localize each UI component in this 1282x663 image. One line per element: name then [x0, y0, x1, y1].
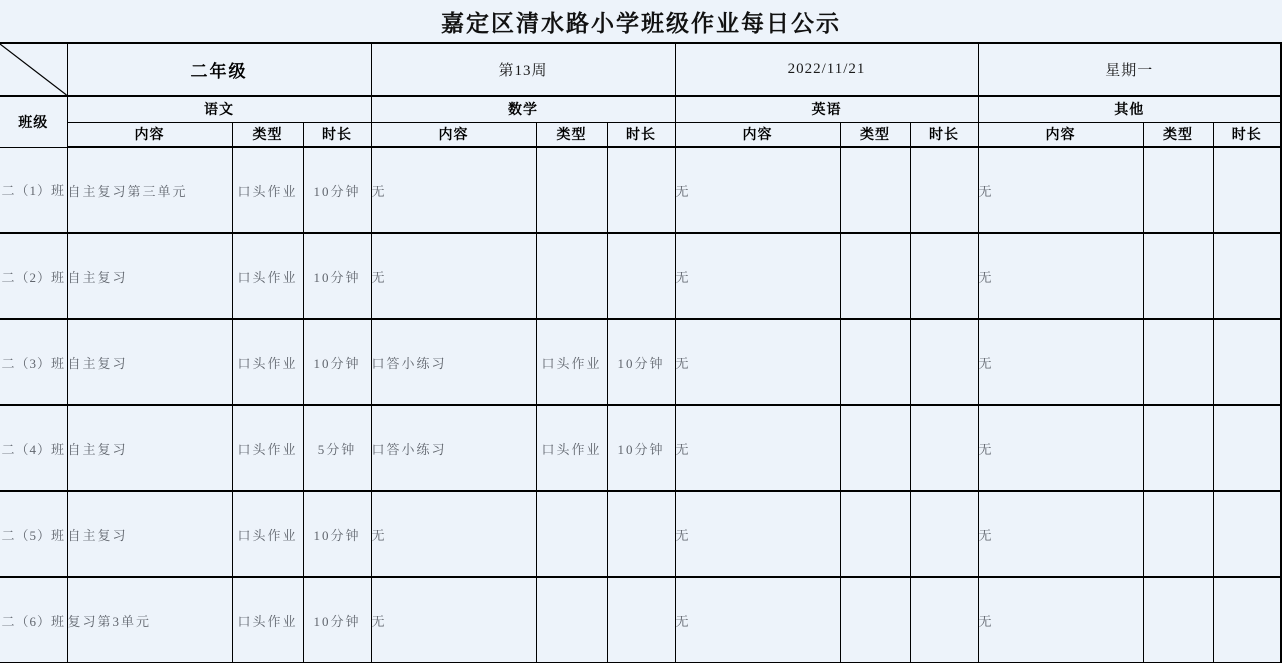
subcol-header-duration: 时长 — [607, 122, 675, 147]
table-row-class-2 — [0, 233, 1281, 319]
cell-duration: 10分钟 — [303, 233, 371, 319]
cell-content: 自主复习 — [67, 233, 232, 319]
cell-content: 无 — [675, 319, 840, 405]
cell-content: 自主复习 — [67, 319, 232, 405]
diagonal-divider — [0, 44, 67, 95]
cell-content: 无 — [371, 577, 536, 663]
cell-content: 复习第3单元 — [67, 577, 232, 663]
subcol-header-type: 类型 — [840, 122, 910, 147]
cell-content: 无 — [675, 491, 840, 577]
diagonal-header-cell — [0, 43, 67, 96]
cell-type — [1143, 491, 1213, 577]
subcol-header-type: 类型 — [1143, 122, 1213, 147]
subject-header-math: 数学 — [371, 96, 675, 122]
cell-content: 无 — [675, 577, 840, 663]
cell-duration — [1213, 405, 1281, 491]
cell-duration — [607, 233, 675, 319]
cell-type — [536, 147, 607, 233]
cell-duration — [910, 319, 978, 405]
subcol-header-content: 内容 — [67, 122, 232, 147]
cell-content: 无 — [675, 147, 840, 233]
homework-table — [0, 42, 1282, 663]
class-column-header: 班级 — [0, 96, 67, 147]
subcol-header-content: 内容 — [978, 122, 1143, 147]
table-row-class-1 — [0, 147, 1281, 233]
cell-type: 口头作业 — [232, 233, 303, 319]
subcol-header-type: 类型 — [536, 122, 607, 147]
cell-duration: 10分钟 — [303, 147, 371, 233]
cell-content: 无 — [978, 319, 1143, 405]
cell-type: 口头作业 — [536, 319, 607, 405]
cell-duration — [1213, 491, 1281, 577]
cell-duration: 10分钟 — [607, 319, 675, 405]
cell-duration — [910, 577, 978, 663]
cell-class-name: 二（5）班 — [0, 491, 67, 577]
cell-type — [1143, 147, 1213, 233]
cell-type: 口头作业 — [232, 147, 303, 233]
cell-type: 口头作业 — [232, 319, 303, 405]
cell-type — [1143, 233, 1213, 319]
cell-content: 自主复习 — [67, 491, 232, 577]
cell-content: 无 — [978, 233, 1143, 319]
cell-duration — [1213, 319, 1281, 405]
cell-type — [1143, 405, 1213, 491]
week-header: 第13周 — [371, 43, 675, 96]
subcol-header-content: 内容 — [675, 122, 840, 147]
cell-type: 口头作业 — [536, 405, 607, 491]
subcol-header-duration: 时长 — [1213, 122, 1281, 147]
table-row-class-4 — [0, 405, 1281, 491]
cell-type — [840, 233, 910, 319]
cell-type — [840, 577, 910, 663]
cell-duration — [607, 491, 675, 577]
cell-content: 无 — [978, 577, 1143, 663]
cell-class-name: 二（2）班 — [0, 233, 67, 319]
cell-type: 口头作业 — [232, 491, 303, 577]
cell-duration — [607, 147, 675, 233]
subject-header-chinese: 语文 — [67, 96, 371, 122]
cell-duration — [910, 233, 978, 319]
grade-header: 二年级 — [67, 43, 371, 96]
header-row-top — [0, 43, 1281, 96]
cell-type — [536, 233, 607, 319]
cell-content: 口答小练习 — [371, 319, 536, 405]
cell-duration — [1213, 233, 1281, 319]
cell-duration — [910, 405, 978, 491]
cell-class-name: 二（6）班 — [0, 577, 67, 663]
table-row-class-5 — [0, 491, 1281, 577]
cell-class-name: 二（4）班 — [0, 405, 67, 491]
cell-type — [1143, 319, 1213, 405]
cell-type — [1143, 577, 1213, 663]
cell-content: 口答小练习 — [371, 405, 536, 491]
cell-type — [536, 577, 607, 663]
cell-duration — [607, 577, 675, 663]
cell-duration: 5分钟 — [303, 405, 371, 491]
cell-type — [840, 405, 910, 491]
cell-class-name: 二（3）班 — [0, 319, 67, 405]
cell-duration: 10分钟 — [607, 405, 675, 491]
page-title: 嘉定区清水路小学班级作业每日公示 — [441, 10, 841, 36]
cell-type — [840, 147, 910, 233]
subject-header-english: 英语 — [675, 96, 978, 122]
subject-header-other: 其他 — [978, 96, 1281, 122]
cell-content: 自主复习 — [67, 405, 232, 491]
cell-duration: 10分钟 — [303, 577, 371, 663]
subcol-header-duration: 时长 — [910, 122, 978, 147]
cell-type: 口头作业 — [232, 577, 303, 663]
cell-content: 无 — [978, 491, 1143, 577]
cell-content: 无 — [978, 405, 1143, 491]
subcol-header-type: 类型 — [232, 122, 303, 147]
cell-content: 无 — [371, 233, 536, 319]
weekday-header: 星期一 — [978, 43, 1281, 96]
cell-content: 无 — [371, 147, 536, 233]
subcol-header-duration: 时长 — [303, 122, 371, 147]
cell-duration — [1213, 147, 1281, 233]
header-row-subjects — [0, 96, 1281, 122]
cell-class-name: 二（1）班 — [0, 147, 67, 233]
cell-content: 无 — [371, 491, 536, 577]
cell-content: 无 — [978, 147, 1143, 233]
cell-content: 自主复习第三单元 — [67, 147, 232, 233]
cell-duration: 10分钟 — [303, 319, 371, 405]
cell-type — [536, 491, 607, 577]
date-header: 2022/11/21 — [675, 43, 978, 96]
cell-duration — [910, 491, 978, 577]
table-row-class-6 — [0, 577, 1281, 663]
cell-duration: 10分钟 — [303, 491, 371, 577]
cell-type — [840, 491, 910, 577]
subcol-header-content: 内容 — [371, 122, 536, 147]
cell-content: 无 — [675, 405, 840, 491]
cell-content: 无 — [675, 233, 840, 319]
cell-type: 口头作业 — [232, 405, 303, 491]
table-row-class-3 — [0, 319, 1281, 405]
header-row-subcolumns — [0, 122, 1281, 147]
cell-duration — [910, 147, 978, 233]
cell-duration — [1213, 577, 1281, 663]
cell-type — [840, 319, 910, 405]
